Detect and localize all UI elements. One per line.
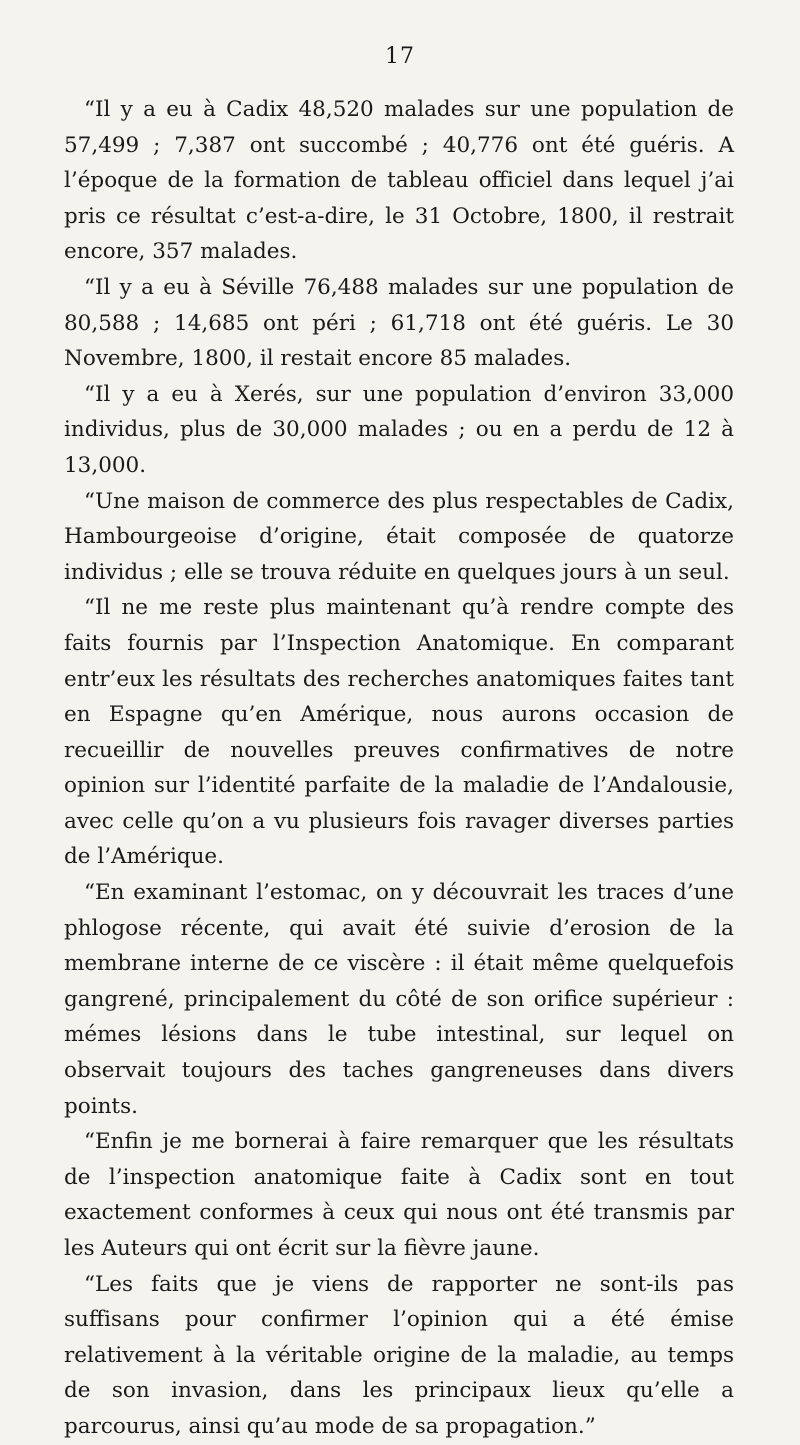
paragraph-inspection-anatomique: “Il ne me reste plus maintenant qu’à rendre compte des faits fournis par l’Inspection Anatomique. En comparant entr’eux les résultats des recherches anatomiques faites tant en Espagne qu’en Amérique, nous aurons occasion de recueillir de nouvelles preuves confirmatives de notre opinion sur l’identité parfaite de la maladie de l’Andalousie, avec celle qu’on a vu plusieurs fois ravager diverses parties de l’Amérique.: [64, 595, 734, 870]
paragraph-resultats: “Enfin je me bornerai à faire remarquer que les résultats de l’inspection anatomique faite à Cadix sont en tout exactement conformes à ceux qui nous ont été transmis par les Auteurs qui ont écrit sur la fièvre jaune.: [64, 1129, 734, 1261]
paragraph-conclusion: “Les faits que je viens de rapporter ne sont-ils pas suffisans pour confirmer l’opinion qui a été émise relativement à la véritable origine de la maladie, au temps de son invasion, dans les principaux lieux qu’elle a parcourus, ainsi qu’au mode de sa propagation.”: [64, 1271, 734, 1439]
page-number: 17: [385, 44, 415, 69]
page-text: [64, 92, 734, 1445]
paragraph-estomac: “En examinant l’estomac, on y découvrait les traces d’une phlogose récente, qui avait été suivie d’erosion de la membrane interne de ce viscère : il était même quelquefois gangrené, principalement du côté de son orifice supérieur : mémes lésions dans le tube intestinal, sur lequel on observait toujours des taches gangreneuses dans divers points.: [64, 880, 734, 1119]
paragraph-xeres: “Il y a eu à Xerés, sur une population d’environ 33,000 individus, plus de 30,000 malades ; ou en a perdu de 12 à 13,000.: [64, 381, 734, 478]
paragraph-seville: “Il y a eu à Séville 76,488 malades sur une population de 80,588 ; 14,685 ont péri ; 61,718 ont été guéris. Le 30 Novembre, 1800, il restait encore 85 malades.: [64, 274, 734, 372]
paragraph-maison-commerce: “Une maison de commerce des plus respectables de Cadix, Hambourgeoise d’origine, était composée de quatorze individus ; elle se trouva réduite en quelques jours à un seul.: [64, 488, 734, 585]
paragraph-cadix: “Il y a eu à Cadix 48,520 malades sur une population de 57,499 ; 7,387 ont succombé ; 40,776 ont été guéris. A l’époque de la formation de tableau officiel dans lequel j’ai pris ce résultat c’est-a-dire, le 31 Octobre, 1800, il restrait encore, 357 malades.: [64, 97, 734, 265]
